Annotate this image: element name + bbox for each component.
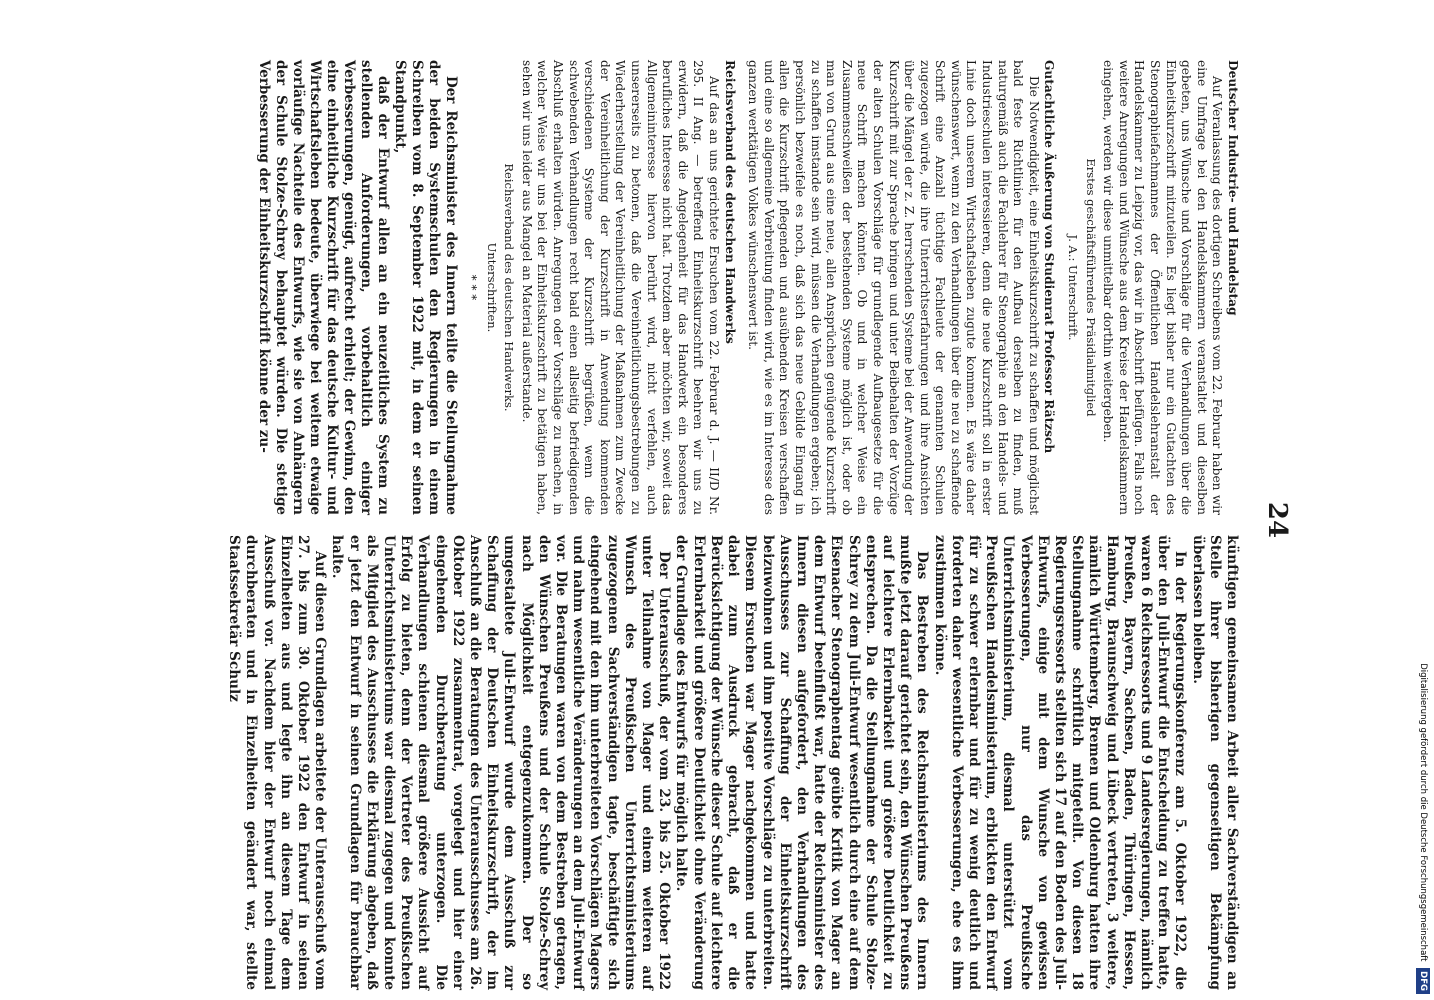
- funding-notice-text: Digitalisierung gefördert durch die Deutsche Forschungsgemeinschaft: [1418, 663, 1428, 962]
- signature-line: J. A.: Unterschrift.: [1066, 234, 1081, 341]
- page-number: 24: [1262, 501, 1292, 539]
- section-heading-handwerk: Reichsverband des deutschen Handwerks: [722, 60, 737, 344]
- section-divider-stars: * * *: [465, 274, 480, 301]
- section-body-reichsminister-quote: daß der Entwurf allen an ein neuzeitliches System zu stellenden Anforderungen, vorbehaltlich einiger Verbesserungen, genügt, aufrecht erhielt; der Gewinn, den eine einheitliche Kurzschrift für das deutsche Kultur- und Wirtschaftsleben bedeute, überwiege bei weitem etwaige vorläufige Nachteile des Entwurfs, wie sie von Anhängern der Schule Stolze-Schrey behauptet würden. Die stetige Verbesserung der Einheitskurzschrift könne der zu-: [256, 60, 392, 515]
- paragraph: In der Regierungskonferenz am 5. Oktober 1922, die über den Juli-Entwurf die Entscheidung zu treffen hatte, waren 6 Reichsressorts und 9 Landesregierungen, nämlich Preußen, Bayern, Sachsen, Baden, Thüringen, Hessen, Hamburg, Braunschweig und Lübeck vertreten, 3 weitere, nämlich Württemberg, Bremen und Oldenburg hatten ihre Stellungnahme schriftlich mitgeteilt. Von diesen 18 Regierungsressorts stellten sich 17 auf den Boden des Juli-Entwurfs, einige mit dem Wunsche von gewissen Verbesserungen, nur das Preußische Unterrichtsministerium, diesmal unterstützt vom Preußischen Handelsministerium, erblickten den Entwurf für zu schwer erlernbar und für zu wenig deutlich und forderten daher wesentliche Verbesserungen, ehe es ihm zustimmen könne.: [931, 535, 1189, 990]
- dfg-logo: DFG: [1416, 968, 1430, 994]
- right-text-column: [225, 535, 1240, 990]
- section-heading-industrie: Deutscher Industrie- und Handelstag: [1226, 60, 1240, 316]
- section-body-gutachten: Die Notwendigkeit, eine Einheitskurzschrift zu schaffen und möglichst bald feste Richtlinien für den Aufbau derselben zu finden, muß naturgemäß auch die Fachlehrer für Stenographie an den Handels- und Industrieschulen interessieren, denn die neue Kurzschrift soll in erster Linie doch unserem Wirtschaftsleben zugute kommen. Es wäre daher wünschenswert, wenn zu den Verhandlungen über die neu zu schaffende Schrift eine Anzahl tüchtige Fachleute der genannten Schulen zugezogen würde, die ihre Unterrichtserfahrungen und ihre Ansichten über die Mängel der z. Z. herrschenden Systeme bei der Anwendung der Kurzschrift mit zur Sprache bringen und unter Beibehalten der Vorzüge der alten Schulen Vorschläge für grundlegende Aufbaugesetze für die neue Schrift machen könnten. Ob und in welcher Weise ein Zusammenschweißen der bestehenden Systeme möglich ist, oder ob man von Grund aus eine neue, allen Ansprüchen genügende Kurzschrift zu schaffen imstande sein wird, müssen die Verhandlungen ergeben; ich persönlich bezweifele es noch, daß sich das neue Gebilde Eingang in allen die Kurzschrift pflegenden und ausübenden Kreisen verschaffen und eine so allgemeine Verbreitung finden wird, wie es im Interesse des ganzen werktätigen Volkes wünschenswert ist.: [746, 60, 1041, 515]
- left-text-column: [256, 60, 1241, 515]
- paragraph: Auf diesen Grundlagen arbeitete der Unterausschuß vom 27. bis zum 30. Oktober 1922 den Entwurf in seinen Einzelheiten aus und legte ihn an diesem Tage dem Ausschuß vor. Nachdem hier der Entwurf noch einmal durchberaten und in Einzelheiten geändert war, stellte Staatssekretär Schulz: [226, 535, 329, 990]
- section-body-reichsminister: Der Reichsminister des Innern teilte die Stellungnahme der beiden Systemschulen den Regierungen in einem Schreiben vom 8. September 1922 mit, in dem er seinen Standpunkt,: [392, 60, 460, 515]
- paragraph: Das Bestreben des Reichsministeriums des Innern mußte jetzt darauf gerichtet sein, den Wünschen Preußens auf leichtere Erlernbarkeit und größere Deutlichkeit zu entsprechen. Da die Stellungnahme der Schule Stolze-Schrey zu dem Juli-Entwurf wesentlich durch eine auf dem Eisenacher Stenographentag geübte Kritik von Mager an dem Entwurf beeinflußt war, hatte der Reichsminister des Innern diesen aufgefordert, den Verhandlungen des Ausschusses zur Schaffung der Einheitskurzschrift beizuwohnen und ihm positive Vorschläge zu unterbreiten. Diesem Ersuchen war Mager nachgekommen und hatte dabei zum Ausdruck gebracht, daß er die Berücksichtigung der Wünsche dieser Schule auf leichtere Erlernbarkeit und größere Deutlichkeit ohne Veränderung der Grundlage des Entwurfs für möglich halte.: [673, 535, 931, 990]
- section-heading-gutachten: Gutachtliche Äußerung von Studienrat Professor Rätzsch: [1042, 60, 1057, 454]
- rotated-document-page: [0, 40, 1300, 1000]
- funding-notice-strip: [1414, 4, 1432, 994]
- paragraph: künftigen gemeinsamen Arbeit aller Sachverständigen an Stelle ihrer bisherigen gegenseitigen Bekämpfung überlassen bleiben.: [1189, 535, 1240, 990]
- section-body-industrie: Auf Veranlassung des dortigen Schreibens vom 22. Februar haben wir eine Umfrage bei den Handelskammern veranstaltet und dieselben gebeten, uns Wünsche und Vorschläge für die Verhandlungen über die Einheitskurzschrift mitzuteilen. Es liegt bisher nur ein Gutachten des Stenographiefachmannes der Öffentlichen Handelslehranstalt der Handelskammer zu Leipzig vor, das wir in Abschrift beifügen. Falls noch weitere Anregungen und Wünsche aus dem Kreise der Handelskammern eingehen, werden wir diese unmittelbar dorthin weitergeben.: [1101, 60, 1225, 515]
- section-body-handwerk: Auf das an uns gerichtete Ersuchen vom 22. Februar d. J. — II/D Nr. 295. II Ang. — betreffend Einheitskurzschrift beehren wir uns zu erwidern, daß die Angelegenheit für das Handwerk ein besonderes berufliches Interesse nicht hat. Trotzdem aber möchten wir, soweit das Allgemeininteresse hiervon berührt wird, nicht verfehlen, auch unsererseits zu betonen, daß die Vereinheitlichungsbestrebungen zu Wiederherstellung der Vereinheitlichung der Maßnahmen zum Zwecke der Vereinheitlichung der Kurzschrift in Anwendung kommenden verschiedenen Systeme der Kurzschrift begrüßen, wenn die schwebenden Verhandlungen recht bald einen allseitig befriedigenden Abschluß erhalten würden. Anregungen oder Vorschläge zu machen, in welcher Weise wir uns bei der Einheitskurzschrift zu betätigen haben, sehen wir uns leider aus Mangel an Material außerstande.: [519, 60, 721, 515]
- signature-line: Unterschriften.: [484, 242, 499, 333]
- signature-line: Reichsverband des deutschen Handwerks.: [502, 163, 517, 412]
- signature-line: Erstes geschäftsführendes Präsidialmitglied: [1083, 158, 1098, 417]
- paragraph: Der Unterausschuß, der vom 23. bis 25. Oktober 1922 unter Teilnahme von Mager und einem weiteren auf Wunsch des Preußischen Unterrichtsministeriums zugezogenen Sachverständigen tagte, beschäftigte sich eingehend mit den ihm unterbreiteten Vorschlägen Magers und nahm wesentliche Veränderungen an dem Juli-Entwurf vor. Die Beratungen waren von dem Bestreben getragen, den Wünschen Preußens und der Schule Stolze-Schrey nach Möglichkeit entgegenzukommen. Der so umgestaltete Juli-Entwurf wurde dem Ausschuß zur Schaffung der Deutschen Einheitskurzschrift, der im Anschluß an die Beratungen des Unterausschusses am 26. Oktober 1922 zusammentrat, vorgelegt und hier einer eingehenden Durchberatung unterzogen. Die Verhandlungen schienen diesmal größere Aussicht auf Erfolg zu bieten, denn der Vertreter des Preußischen Unterrichtsministeriums war diesmal zugegen und konnte als Mitglied des Ausschusses die Erklärung abgeben, daß er jetzt den Entwurf in seinen Grundlagen für brauchbar halte.: [329, 535, 673, 990]
